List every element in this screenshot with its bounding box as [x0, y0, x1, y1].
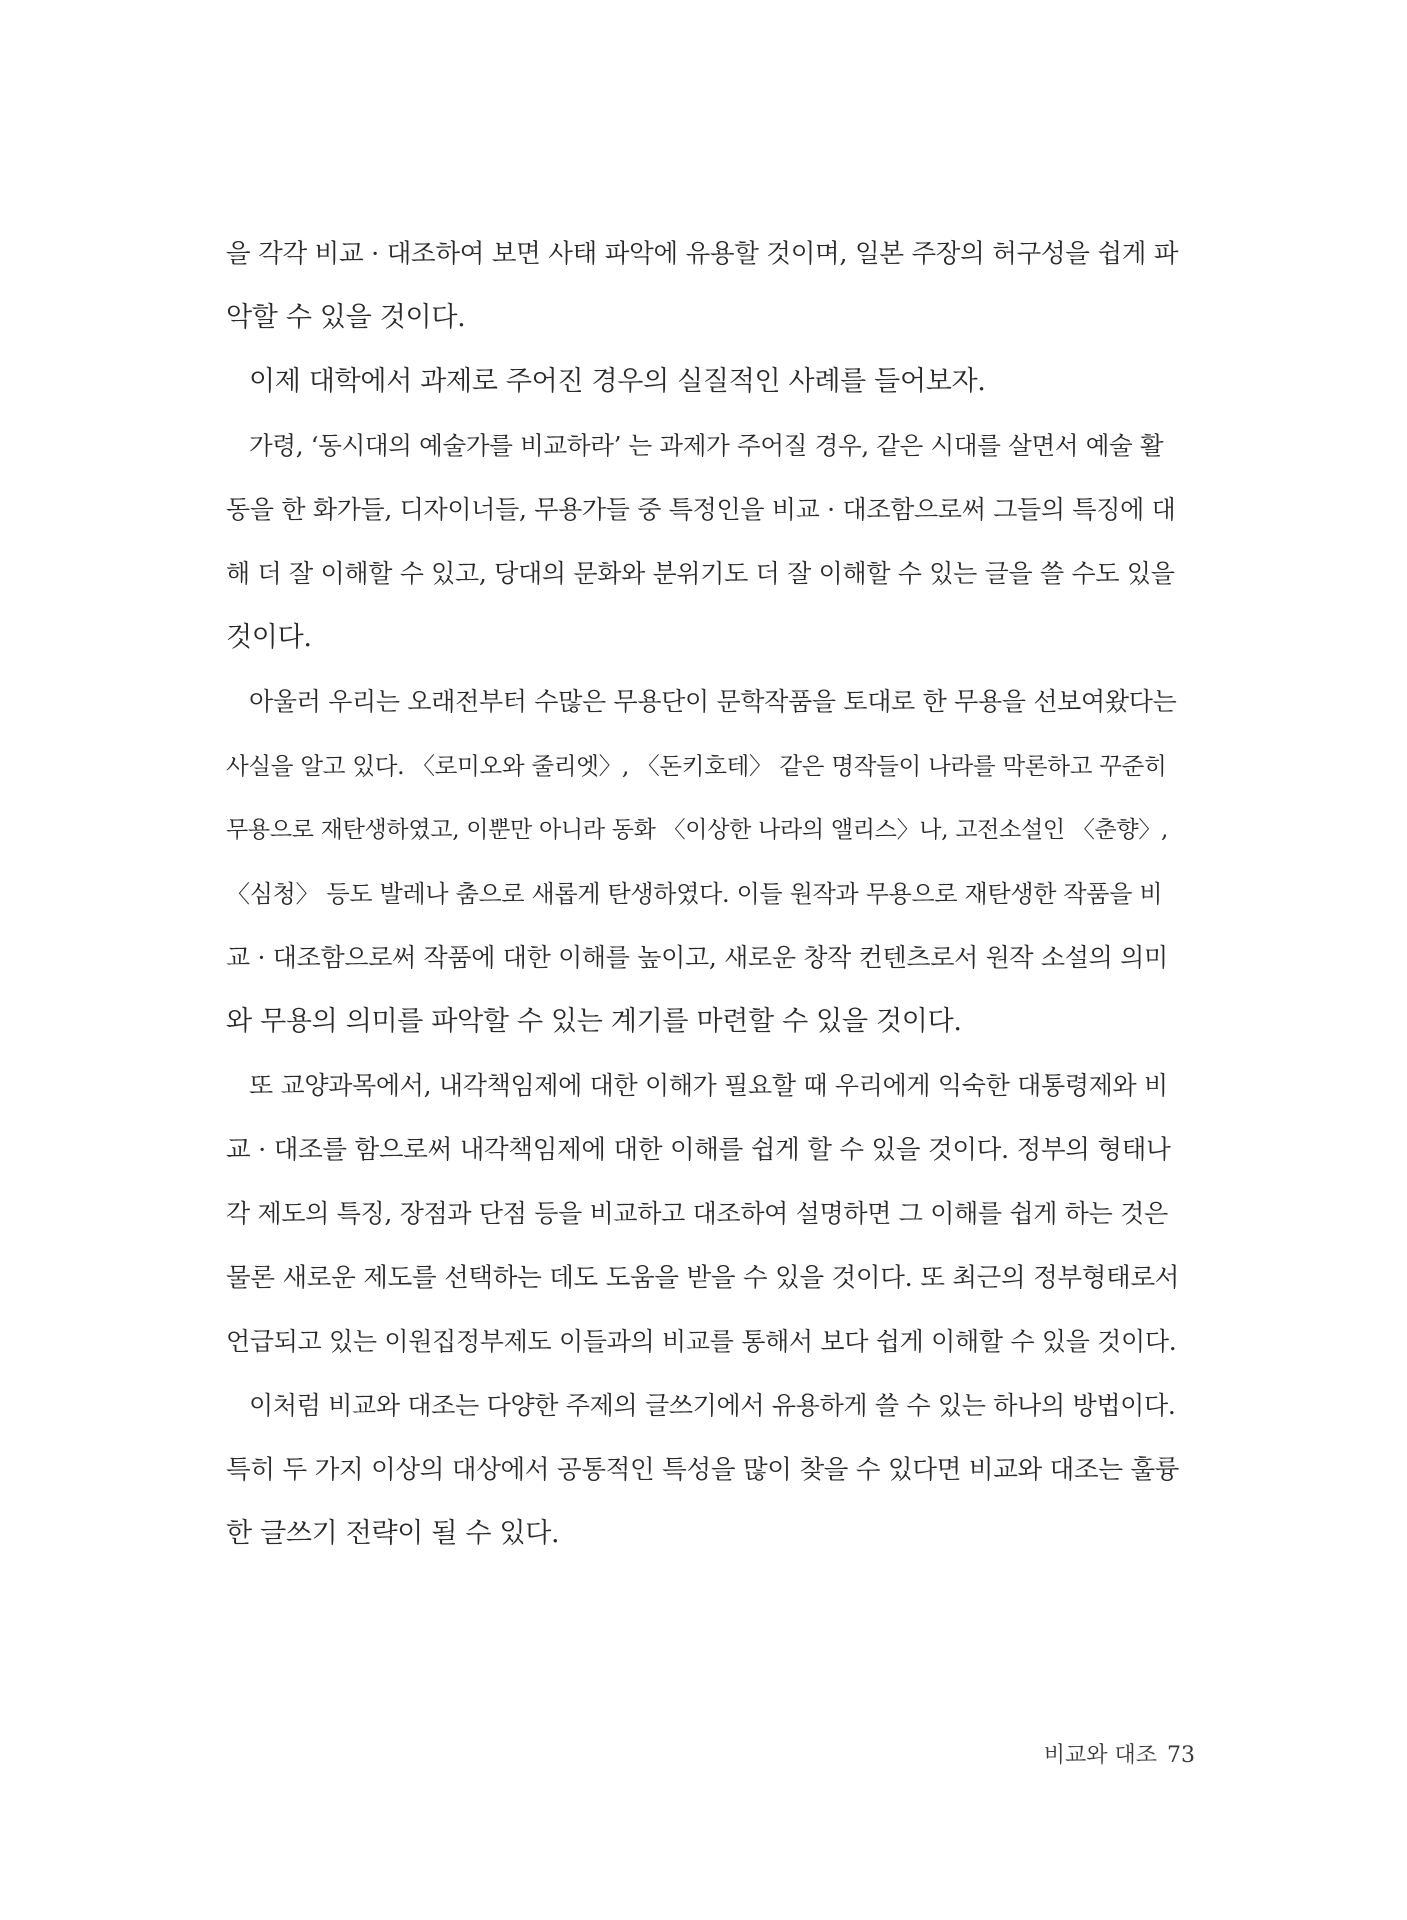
text-line: 악할 수 있을 것이다. — [226, 302, 466, 333]
text-line: 와 무용의 의미를 파악할 수 있는 계기를 마련할 수 있을 것이다. — [226, 1006, 962, 1037]
text-line: 이제 대학에서 과제로 주어진 경우의 실질적인 사례를 들어보자. — [249, 366, 986, 397]
text-line: 각 제도의 특징, 장점과 단점 등을 비교하고 대조하여 설명하면 그 이해를 쉽게 하는 것은 — [226, 1199, 1168, 1228]
text-line: 특히 두 가지 이상의 대상에서 공통적인 특성을 많이 찾을 수 있다면 비교와 대조는 훌륭 — [226, 1455, 1180, 1485]
text-line: 또 교양과목에서, 내각책임제에 대한 이해가 필요할 때 우리에게 익숙한 대통령제와 비 — [249, 1071, 1168, 1100]
text-line: 무용으로 재탄생하였고, 이뿐만 아니라 동화 〈이상한 나라의 앨리스〉나, 고전소설인 〈춘향〉, — [226, 817, 1169, 843]
text-line: 아울러 우리는 오래전부터 수많은 무용단이 문학작품을 토대로 한 무용을 선보여왔다는 — [249, 687, 1177, 716]
text-line: 을 각각 비교 · 대조하여 보면 사태 파악에 유용할 것이며, 일본 주장의 허구성을 쉽게 파 — [226, 239, 1179, 269]
page-footer — [1044, 1738, 1195, 1769]
body-text — [226, 222, 1181, 1566]
text-line: 것이다. — [226, 622, 312, 653]
text-line: 가령, ‘동시대의 예술가를 비교하라’ 는 과제가 주어질 경우, 같은 시대를 살면서 예술 활 — [249, 431, 1164, 460]
text-line: 해 더 잘 이해할 수 있고, 당대의 문화와 분위기도 더 잘 이해할 수 있는 글을 쓸 수도 있을 — [226, 559, 1175, 588]
text-line: 동을 한 화가들, 디자이너들, 무용가들 중 특정인을 비교 · 대조함으로써 그들의 특징에 대 — [226, 495, 1176, 524]
text-line: 물론 새로운 제도를 선택하는 데도 도움을 받을 수 있을 것이다. 또 최근의 정부형태로서 — [226, 1263, 1180, 1293]
text-line: 한 글쓰기 전략이 될 수 있다. — [226, 1518, 560, 1549]
running-header-title: 비교와 대조 — [1043, 1743, 1157, 1768]
text-line: 언급되고 있는 이원집정부제도 이들과의 비교를 통해서 보다 쉽게 이해할 수 있을 것이다. — [226, 1327, 1177, 1356]
page-number: 73 — [1167, 1743, 1195, 1768]
text-line: 교 · 대조함으로써 작품에 대한 이해를 높이고, 새로운 창작 컨텐츠로서 원작 소설의 의미 — [226, 943, 1168, 972]
text-line: 〈심청〉 등도 발레나 춤으로 새롭게 탄생하였다. 이들 원작과 무용으로 재탄생한 작품을 비 — [226, 880, 1163, 908]
text-line: 교 · 대조를 함으로써 내각책임제에 대한 이해를 쉽게 할 수 있을 것이다. 정부의 형태나 — [226, 1135, 1171, 1165]
text-line: 사실을 알고 있다. 〈로미오와 줄리엣〉, 〈돈키호테〉 같은 명작들이 나라를 막론하고 꾸준히 — [226, 752, 1167, 780]
text-line: 이처럼 비교와 대조는 다양한 주제의 글쓰기에서 유용하게 쓸 수 있는 하나의 방법이다. — [249, 1391, 1176, 1420]
